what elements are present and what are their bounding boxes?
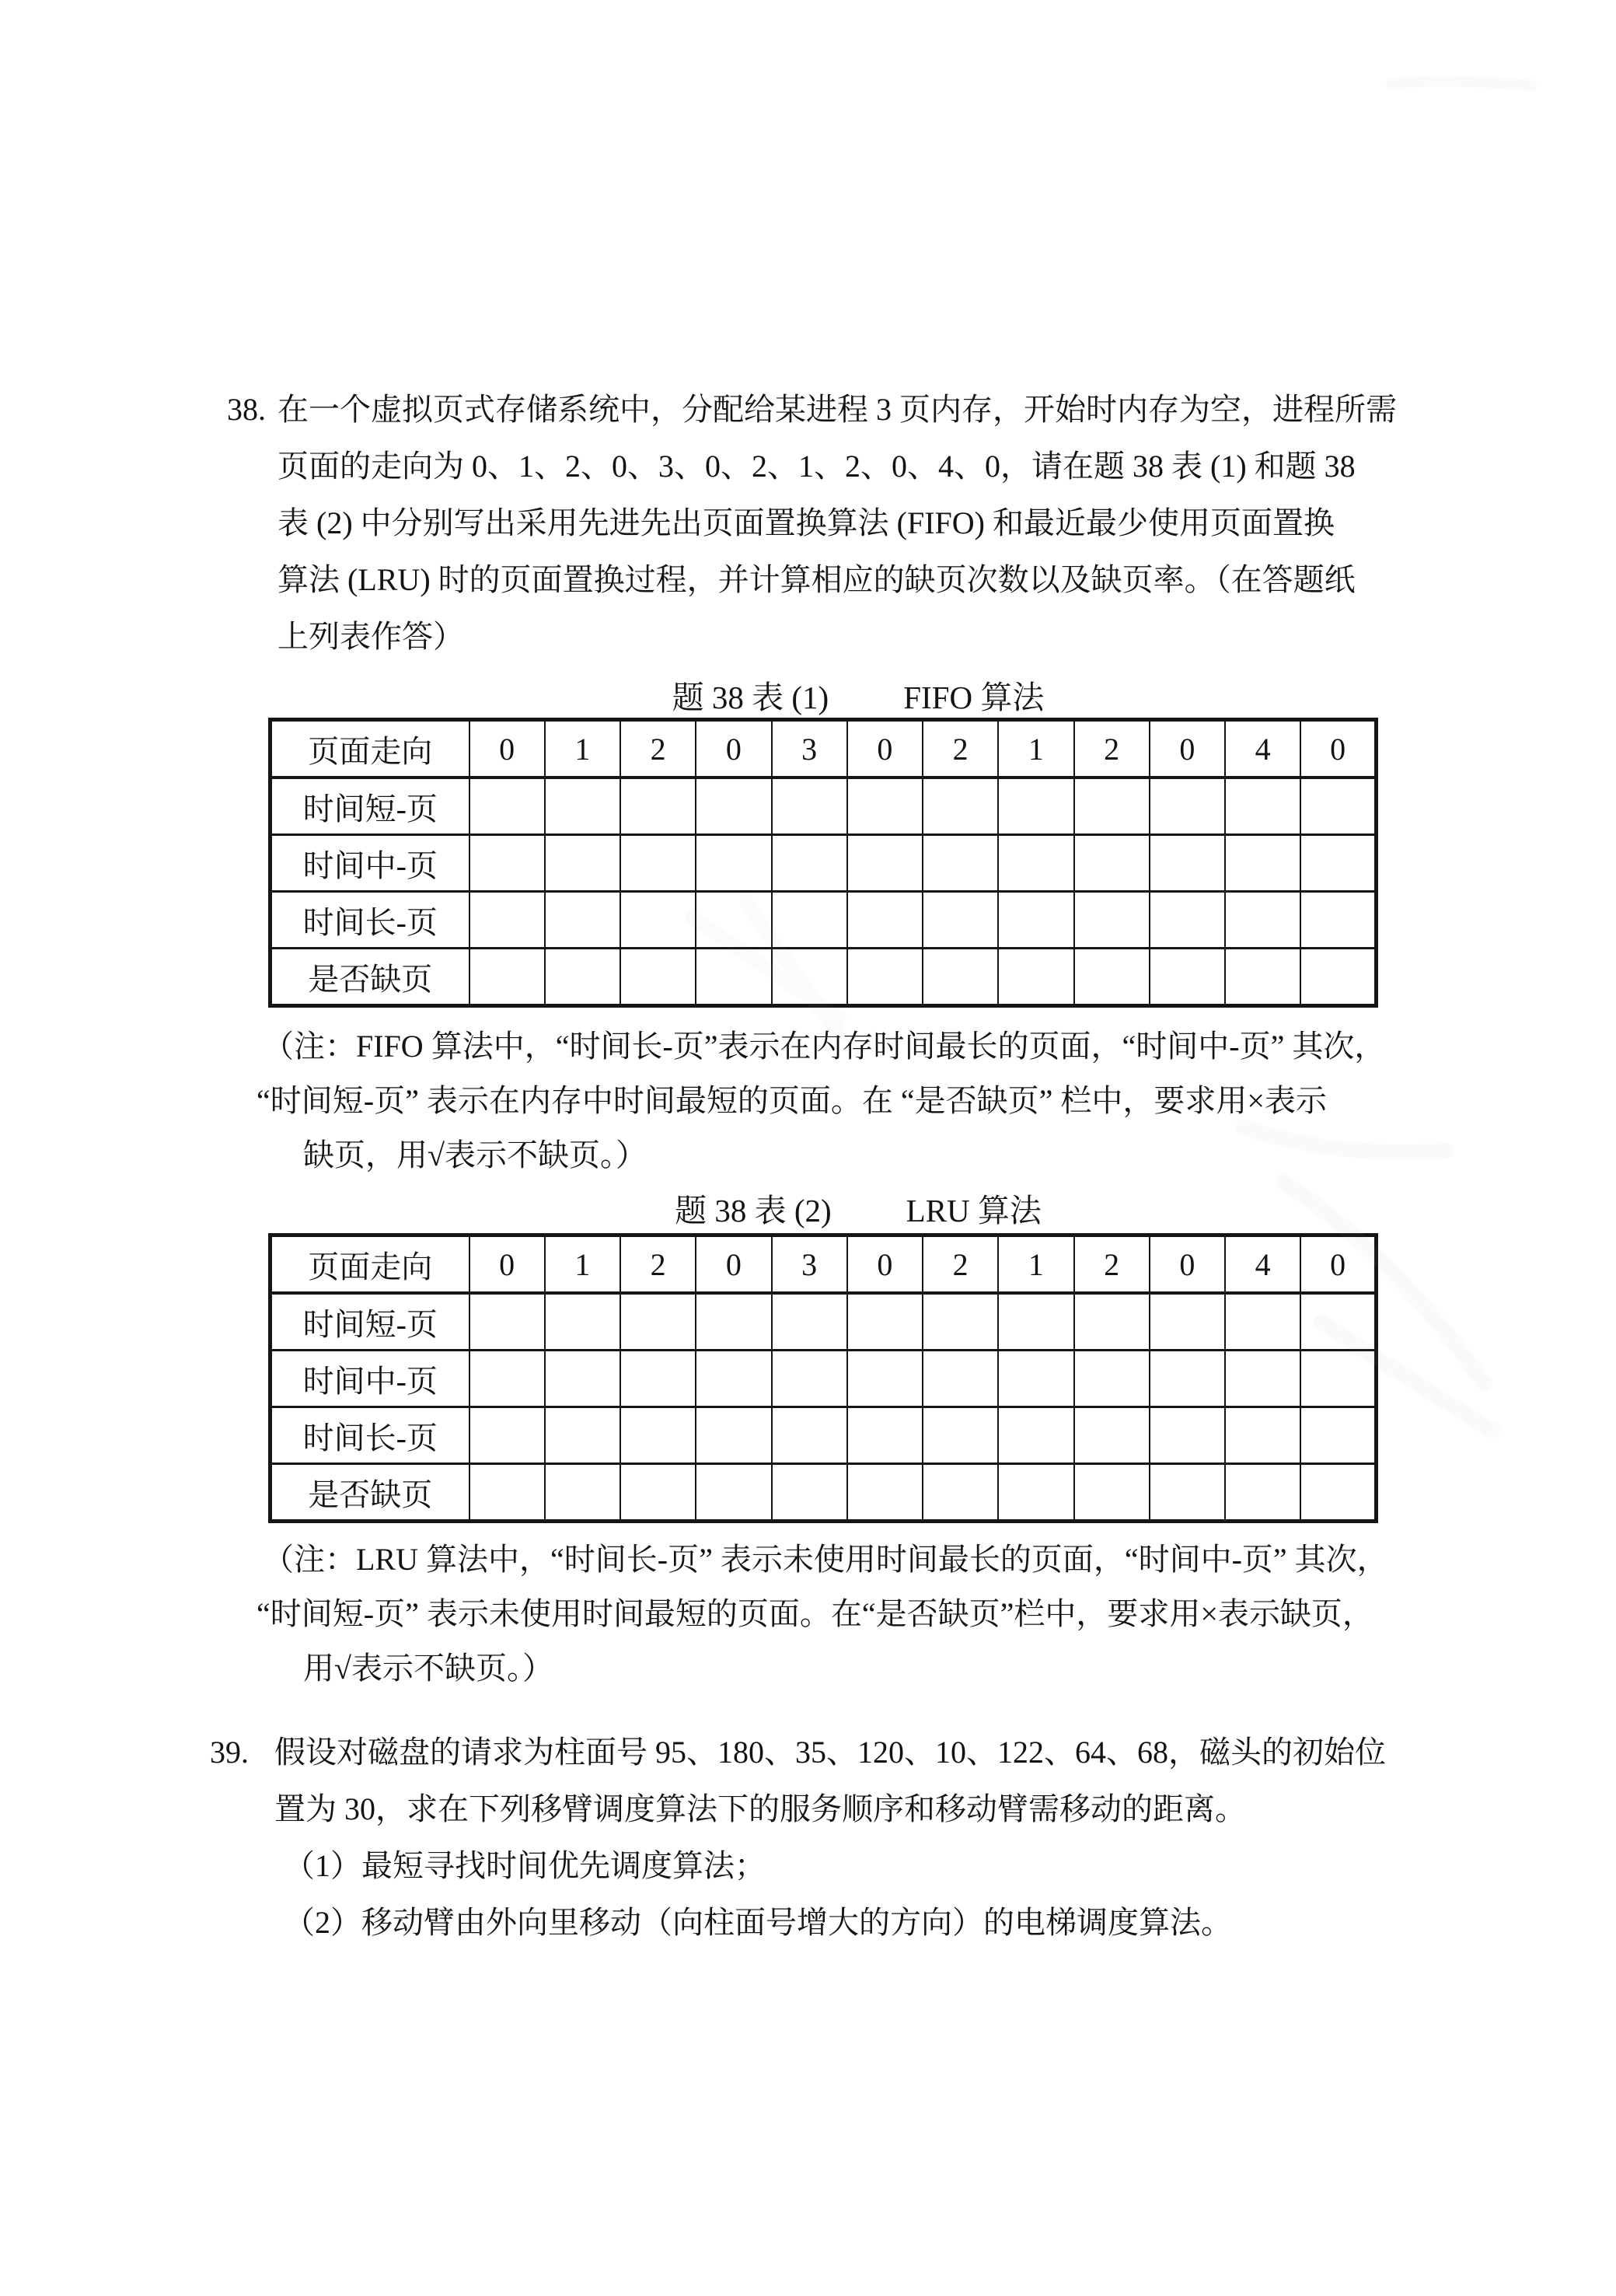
answer-cell <box>696 892 771 949</box>
answer-cell <box>998 1407 1073 1464</box>
answer-cell <box>469 1464 545 1522</box>
answer-cell <box>1225 1293 1300 1351</box>
answer-cell <box>998 1351 1073 1407</box>
answer-cell <box>1150 1407 1225 1464</box>
answer-cell <box>1150 1464 1225 1522</box>
answer-cell <box>469 1351 545 1407</box>
note-line: “时间短-页” 表示在内存中时间最短的页面。在 “是否缺页” 栏中，要求用×表示 <box>257 1083 1327 1118</box>
question-39 <box>210 1724 1386 1951</box>
row-label: 时间长-页 <box>270 1407 469 1464</box>
answer-cell <box>847 892 923 949</box>
answer-cell <box>620 778 696 835</box>
answer-cell <box>772 949 847 1006</box>
answer-cell <box>1300 778 1376 835</box>
question-39-item: （1）最短寻找时间优先调度算法； <box>284 1848 766 1883</box>
answer-cell <box>469 835 545 892</box>
answer-cell <box>696 1407 771 1464</box>
question-number: 39. <box>210 1735 249 1770</box>
answer-cell <box>998 778 1073 835</box>
page-reference-value: 2 <box>1074 1235 1150 1294</box>
answer-cell <box>696 835 771 892</box>
table-1-algorithm: FIFO 算法 <box>903 680 1045 715</box>
question-number: 38. <box>227 392 266 427</box>
answer-cell <box>1074 778 1150 835</box>
answer-cell <box>847 1464 923 1522</box>
lru-note <box>257 1532 1388 1696</box>
answer-cell <box>998 949 1073 1006</box>
answer-cell <box>847 949 923 1006</box>
page-reference-value: 2 <box>620 720 696 778</box>
table1-grid <box>268 718 1378 1008</box>
question-38-line: 算法 (LRU) 时的页面置换过程，并计算相应的缺页次数以及缺页率。（在答题纸 <box>277 562 1356 597</box>
answer-cell <box>469 949 545 1006</box>
question-text: 假设对磁盘的请求为柱面号 95、180、35、120、10、122、64、68，磁头的初始位 <box>274 1735 1386 1770</box>
answer-cell <box>696 1464 771 1522</box>
answer-cell <box>620 1293 696 1351</box>
answer-cell <box>772 1464 847 1522</box>
answer-cell <box>545 1351 620 1407</box>
page-reference-value: 0 <box>1150 720 1225 778</box>
page-reference-value: 3 <box>772 1235 847 1294</box>
page-reference-value: 0 <box>847 1235 923 1294</box>
question-text: 在一个虚拟页式存储系统中，分配给某进程 3 页内存，开始时内存为空，进程所需 <box>277 392 1397 427</box>
answer-cell <box>1150 1293 1225 1351</box>
answer-cell <box>1300 1407 1376 1464</box>
answer-cell <box>1074 835 1150 892</box>
question-38 <box>227 381 1397 665</box>
page-reference-value: 1 <box>545 720 620 778</box>
answer-cell <box>847 1407 923 1464</box>
answer-cell <box>1225 1407 1300 1464</box>
note-line: （注：LRU 算法中，“时间长-页” 表示未使用时间最长的页面，“时间中-页” 其次， <box>263 1542 1388 1577</box>
answer-cell <box>772 835 847 892</box>
answer-cell <box>923 1293 998 1351</box>
answer-cell <box>469 778 545 835</box>
row-label: 时间中-页 <box>270 1351 469 1407</box>
page-reference-value: 0 <box>469 720 545 778</box>
page-reference-value: 0 <box>1300 1235 1376 1294</box>
question-38-line: 表 (2) 中分别写出采用先进先出页面置换算法 (FIFO) 和最近最少使用页面置换 <box>277 505 1335 540</box>
answer-cell <box>998 1464 1073 1522</box>
answer-cell <box>1074 1464 1150 1522</box>
answer-cell <box>1150 949 1225 1006</box>
answer-cell <box>1150 892 1225 949</box>
fifo-table <box>268 718 1378 1008</box>
answer-cell <box>469 1293 545 1351</box>
note-line: （注：FIFO 算法中，“时间长-页”表示在内存时间最长的页面，“时间中-页” 其次， <box>263 1029 1386 1064</box>
page-reference-value: 1 <box>998 720 1073 778</box>
table-2-caption <box>268 1191 1378 1230</box>
row-label: 是否缺页 <box>270 949 469 1006</box>
answer-cell <box>1225 1351 1300 1407</box>
answer-cell <box>772 892 847 949</box>
row-label: 时间短-页 <box>270 1293 469 1351</box>
page-reference-value: 0 <box>696 720 771 778</box>
answer-cell <box>847 1293 923 1351</box>
row-label: 是否缺页 <box>270 1464 469 1522</box>
table2-grid <box>268 1233 1378 1523</box>
page-reference-value: 2 <box>620 1235 696 1294</box>
answer-cell <box>1150 835 1225 892</box>
note-line: 缺页，用√表示不缺页。） <box>303 1138 647 1172</box>
answer-cell <box>469 892 545 949</box>
answer-cell <box>998 892 1073 949</box>
answer-cell <box>1225 778 1300 835</box>
lru-table <box>268 1233 1378 1523</box>
answer-cell <box>1074 1351 1150 1407</box>
question-38-line: 上列表作答） <box>277 619 464 654</box>
question-39-item: （2）移动臂由外向里移动（向柱面号增大的方向）的电梯调度算法。 <box>284 1905 1232 1940</box>
answer-cell <box>545 949 620 1006</box>
page-reference-value: 2 <box>923 720 998 778</box>
answer-cell <box>772 1293 847 1351</box>
answer-cell <box>1225 892 1300 949</box>
page-reference-value: 1 <box>998 1235 1073 1294</box>
page-reference-value: 0 <box>469 1235 545 1294</box>
answer-cell <box>696 949 771 1006</box>
answer-cell <box>1074 1293 1150 1351</box>
answer-cell <box>923 778 998 835</box>
answer-cell <box>923 892 998 949</box>
answer-cell <box>1300 835 1376 892</box>
answer-cell <box>545 1464 620 1522</box>
fifo-note <box>257 1019 1385 1183</box>
answer-cell <box>923 1464 998 1522</box>
table-2-title: 题 38 表 (2) <box>675 1193 832 1228</box>
question-39-line <box>210 1724 1386 1781</box>
answer-cell <box>847 778 923 835</box>
table-1-caption <box>268 678 1378 717</box>
answer-cell <box>1074 1407 1150 1464</box>
answer-cell <box>696 1293 771 1351</box>
row-label: 时间长-页 <box>270 892 469 949</box>
answer-cell <box>1300 1464 1376 1522</box>
row-label: 时间中-页 <box>270 835 469 892</box>
page-reference-value: 3 <box>772 720 847 778</box>
answer-cell <box>620 1351 696 1407</box>
answer-cell <box>696 1351 771 1407</box>
row-label: 页面走向 <box>270 720 469 778</box>
answer-cell <box>1225 949 1300 1006</box>
answer-cell <box>696 778 771 835</box>
answer-cell <box>1074 892 1150 949</box>
answer-cell <box>1225 1464 1300 1522</box>
answer-cell <box>1074 949 1150 1006</box>
answer-cell <box>1300 892 1376 949</box>
answer-cell <box>847 1351 923 1407</box>
question-39-line: 置为 30，求在下列移臂调度算法下的服务顺序和移动臂需移动的距离。 <box>274 1791 1246 1826</box>
answer-cell <box>620 835 696 892</box>
answer-cell <box>998 1293 1073 1351</box>
answer-cell <box>545 835 620 892</box>
table-1-title: 题 38 表 (1) <box>672 680 829 715</box>
answer-cell <box>1225 835 1300 892</box>
answer-cell <box>545 778 620 835</box>
answer-cell <box>1150 778 1225 835</box>
answer-cell <box>1300 1293 1376 1351</box>
answer-cell <box>620 949 696 1006</box>
answer-cell <box>620 1464 696 1522</box>
answer-cell <box>847 835 923 892</box>
row-label: 时间短-页 <box>270 778 469 835</box>
answer-cell <box>545 1293 620 1351</box>
page-reference-value: 0 <box>1300 720 1376 778</box>
note-line: 用√表示不缺页。） <box>303 1651 553 1686</box>
page-reference-value: 0 <box>696 1235 771 1294</box>
page-reference-value: 1 <box>545 1235 620 1294</box>
question-38-line <box>227 381 1397 438</box>
note-line: “时间短-页” 表示未使用时间最短的页面。在“是否缺页”栏中，要求用×表示缺页， <box>257 1596 1373 1631</box>
answer-cell <box>923 835 998 892</box>
page-reference-value: 4 <box>1225 1235 1300 1294</box>
question-38-line: 页面的走向为 0、1、2、0、3、0、2、1、2、0、4、0，请在题 38 表 (1) 和题 38 <box>277 449 1356 484</box>
page-reference-value: 0 <box>1150 1235 1225 1294</box>
answer-cell <box>772 1407 847 1464</box>
answer-cell <box>772 778 847 835</box>
answer-cell <box>1150 1351 1225 1407</box>
answer-cell <box>620 892 696 949</box>
answer-cell <box>923 1351 998 1407</box>
answer-cell <box>1300 949 1376 1006</box>
row-label: 页面走向 <box>270 1235 469 1294</box>
table-2-algorithm: LRU 算法 <box>906 1193 1042 1228</box>
page-reference-value: 0 <box>847 720 923 778</box>
answer-cell <box>620 1407 696 1464</box>
answer-cell <box>469 1407 545 1464</box>
answer-cell <box>923 1407 998 1464</box>
answer-cell <box>545 892 620 949</box>
page-reference-value: 2 <box>923 1235 998 1294</box>
page-reference-value: 4 <box>1225 720 1300 778</box>
answer-cell <box>923 949 998 1006</box>
answer-cell <box>1300 1351 1376 1407</box>
answer-cell <box>772 1351 847 1407</box>
page-reference-value: 2 <box>1074 720 1150 778</box>
answer-cell <box>998 835 1073 892</box>
answer-cell <box>545 1407 620 1464</box>
